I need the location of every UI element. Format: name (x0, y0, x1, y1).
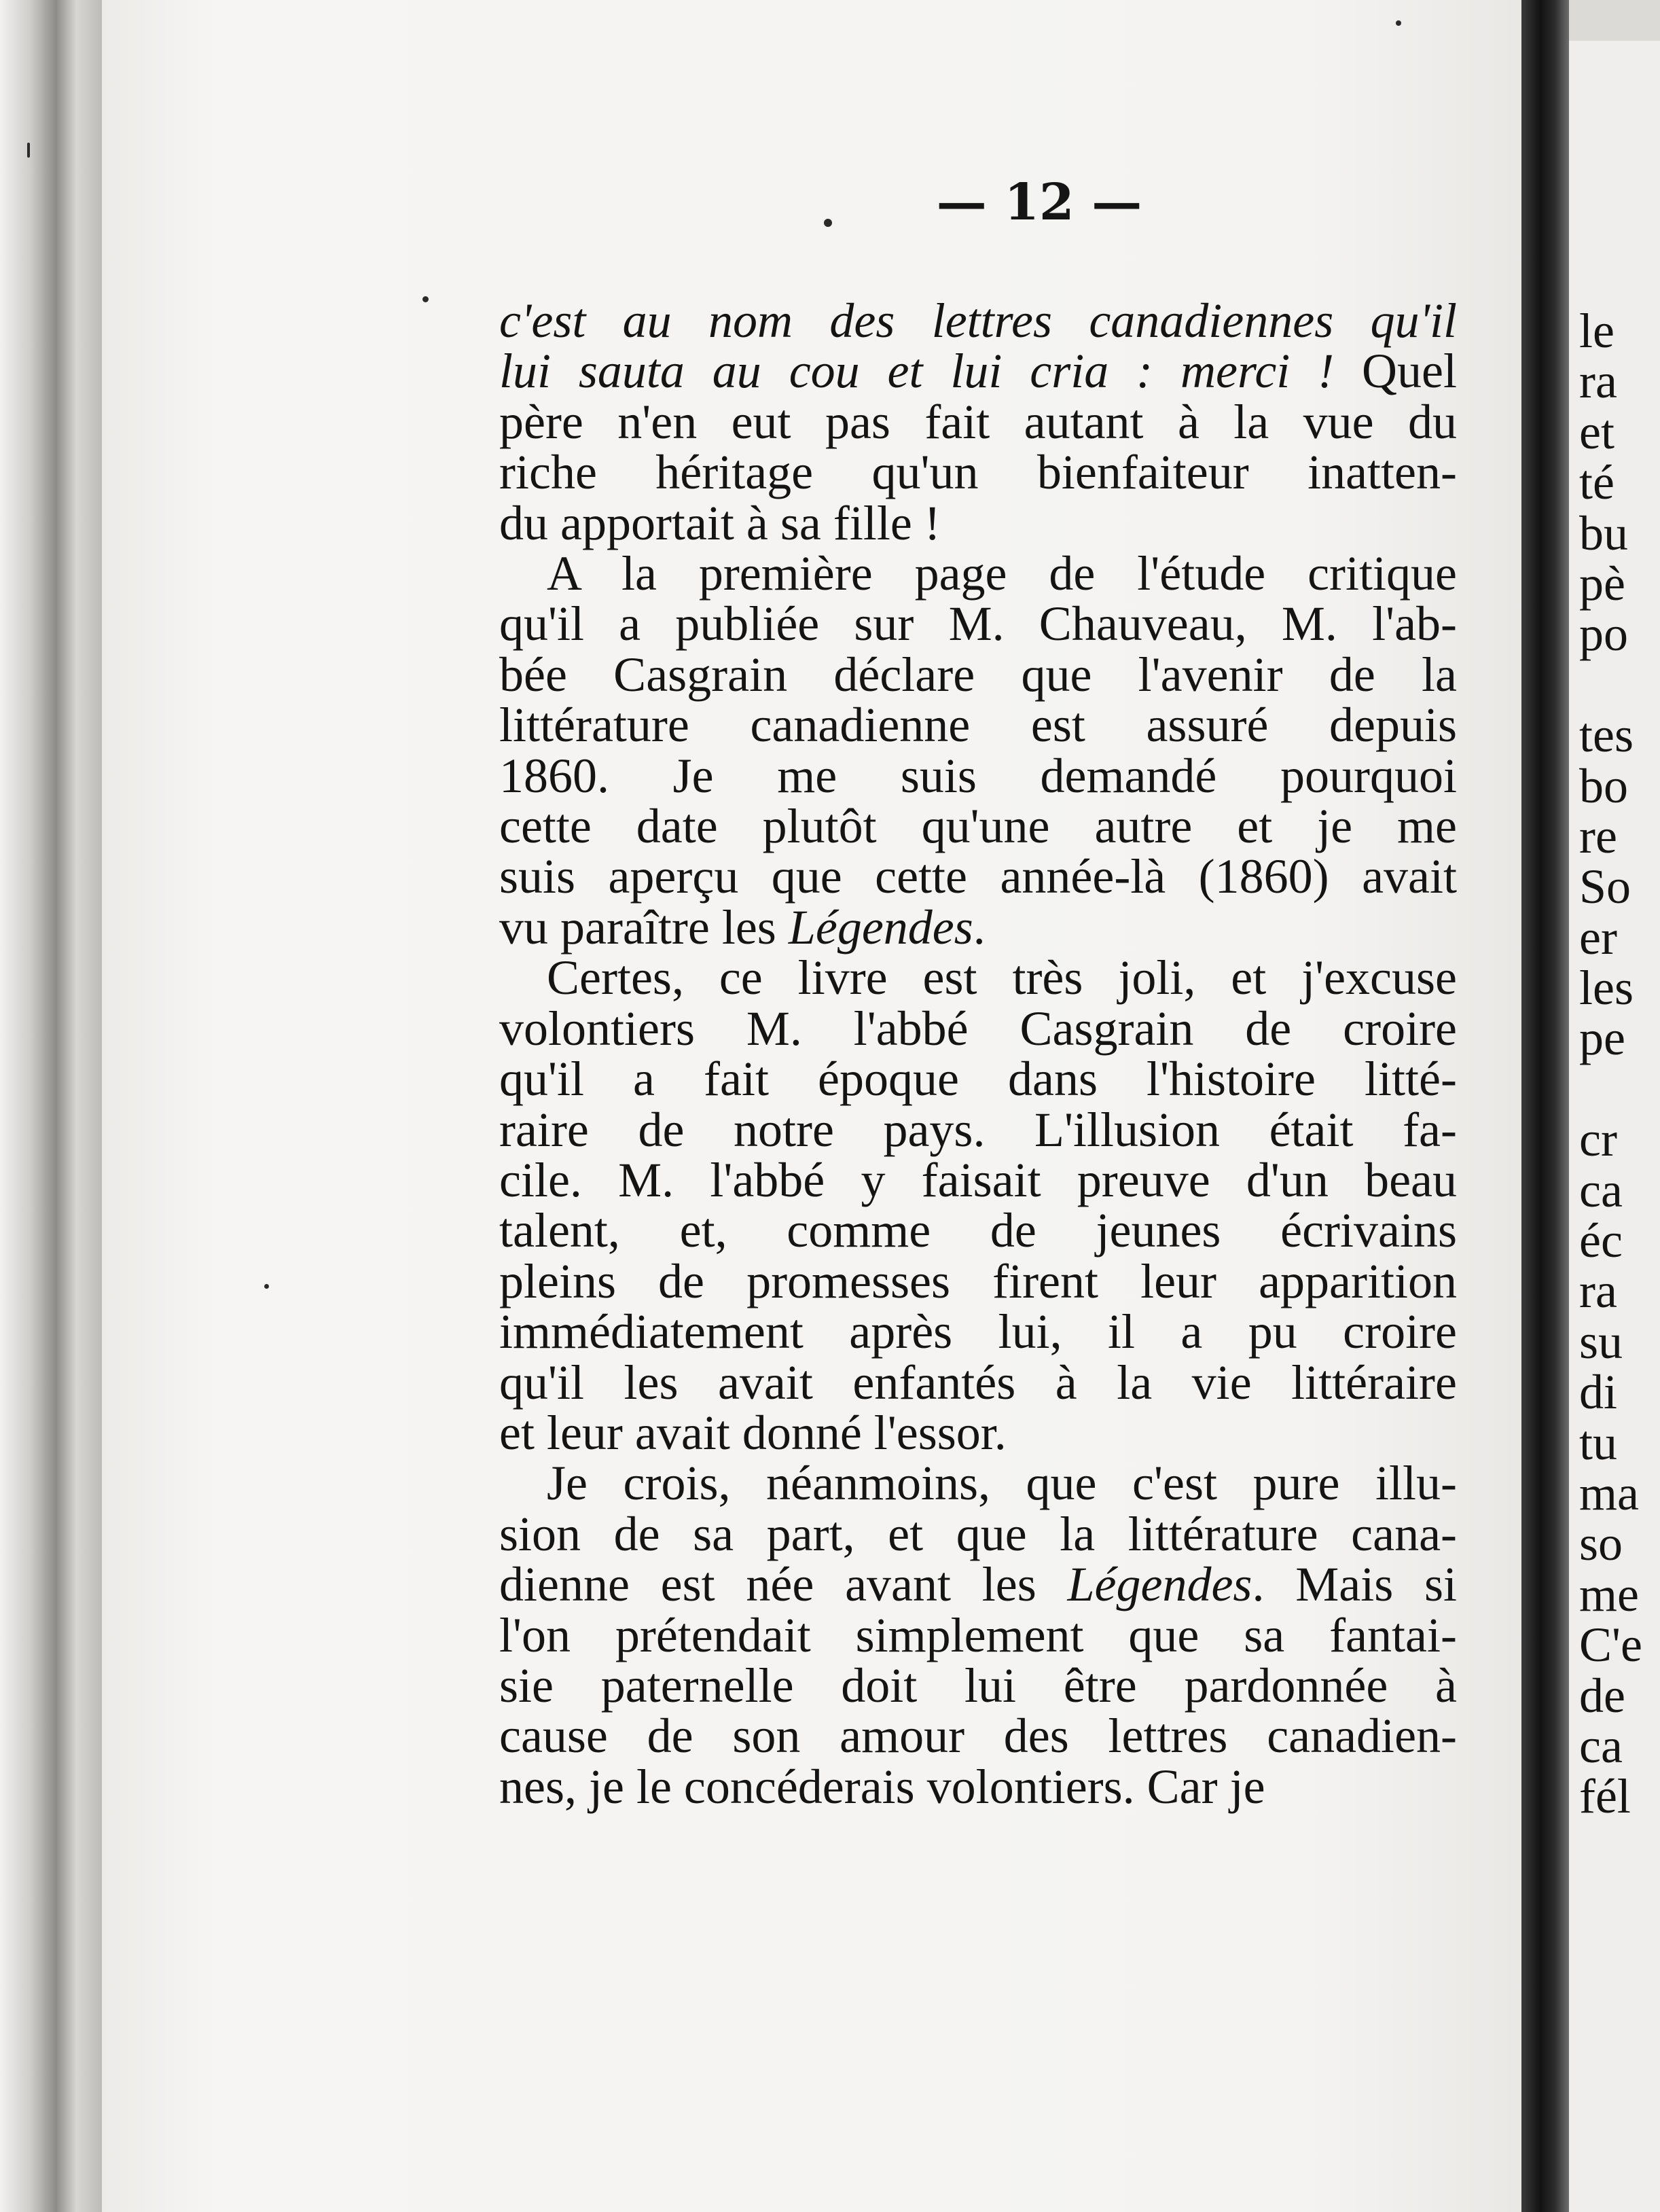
text-line (499, 1660, 1457, 1711)
scan-speck (1396, 20, 1401, 26)
right-page-line-fragment: té (1579, 455, 1614, 510)
text-line (499, 1152, 1457, 1207)
text-line (499, 851, 1457, 902)
text-line (499, 495, 1457, 550)
roman-text: l'on prétendait simplement que sa fantai- (499, 1607, 1457, 1662)
italic-text: Légendes (1067, 1557, 1252, 1612)
right-page-line-fragment: cr (1579, 1112, 1617, 1167)
right-page-line-fragment: bo (1579, 758, 1628, 813)
text-line (499, 1306, 1457, 1357)
text-line (499, 1102, 1457, 1157)
roman-text: talent, et, comme de jeunes écrivains (499, 1203, 1457, 1258)
text-line (499, 698, 1457, 753)
text-line (499, 596, 1457, 652)
right-page-line-fragment: éc (1579, 1213, 1623, 1268)
right-page-line-fragment: po (1579, 607, 1628, 662)
roman-text: vu paraître les (499, 899, 789, 955)
roman-text: pleins de promesses firent leur apparition (499, 1253, 1457, 1308)
text-line (499, 445, 1457, 500)
text-line (499, 1456, 1457, 1511)
right-page-line-fragment: su (1579, 1314, 1623, 1369)
italic-text: lui sauta au cou et lui cria : merci ! (499, 344, 1335, 399)
book-edge-left (0, 0, 102, 2212)
roman-text: nes, je le concéderais volontiers. Car je (499, 1759, 1265, 1814)
right-page-line-fragment: de (1579, 1668, 1625, 1723)
roman-text: sion de sa part, et que la littérature cana- (499, 1506, 1457, 1561)
right-page-line-fragment: C'e (1579, 1618, 1642, 1673)
right-page-line-fragment: di (1579, 1365, 1618, 1420)
right-page-line-fragment: er (1579, 910, 1617, 965)
right-page-line-fragment: pè (1579, 556, 1625, 611)
roman-text: cette date plutôt qu'une autre et je me (499, 799, 1457, 854)
roman-text: Je crois, néanmoins, que c'est pure illu- (547, 1456, 1457, 1511)
roman-text: sie paternelle doit lui être pardonnée à (499, 1658, 1457, 1713)
right-page-line-fragment: le (1579, 306, 1614, 358)
text-line (499, 1607, 1457, 1662)
right-page-line-fragment: tes (1579, 708, 1634, 763)
right-page-line-fragment: bu (1579, 505, 1628, 560)
italic-text: Légendes (788, 899, 973, 955)
right-page-line-fragment: So (1579, 859, 1631, 914)
right-page-line-fragment: tu (1579, 1415, 1618, 1470)
roman-text: 1860. Je me suis demandé pourquoi (499, 748, 1457, 803)
text-line (499, 748, 1457, 803)
text-line (499, 952, 1457, 1003)
roman-text: raire de notre pays. L'illusion était fa- (499, 1102, 1457, 1157)
page-body-text (499, 293, 1457, 1814)
text-line (499, 1506, 1457, 1561)
roman-text: qu'il les avait enfantés à la vie littéraire (499, 1355, 1457, 1410)
roman-text: . (973, 899, 986, 955)
right-page-line-fragment: ma (1579, 1465, 1639, 1520)
roman-text: immédiatement après lui, il a pu croire (499, 1304, 1457, 1359)
right-page-line-fragment: pe (1579, 1011, 1625, 1066)
roman-text: qu'il a publiée sur M. Chauveau, M. l'ab- (499, 596, 1457, 652)
text-line (499, 1709, 1457, 1764)
roman-text: suis aperçu que cette année-là (1860) avait (499, 849, 1457, 904)
page-number: — 12 — (936, 173, 1142, 232)
text-line (499, 394, 1457, 449)
right-page-line-fragment: les (1579, 961, 1634, 1016)
scan-speck (27, 143, 30, 158)
text-line (499, 344, 1457, 399)
roman-text: volontiers M. l'abbé Casgrain de croire (499, 1001, 1457, 1056)
text-line (499, 293, 1457, 348)
roman-text: cause de son amour des lettres canadien- (499, 1709, 1457, 1764)
roman-text: Certes, ce livre est très joli, et j'excuse (547, 950, 1457, 1005)
scan-speck (824, 219, 832, 227)
roman-text: littérature canadienne est assuré depuis (499, 698, 1457, 753)
roman-text: et leur avait donné l'essor. (499, 1405, 1007, 1460)
roman-text: dienne est née avant les (499, 1557, 1068, 1612)
text-line (499, 649, 1457, 700)
right-page-line-fragment: me (1579, 1567, 1639, 1622)
text-line (499, 1203, 1457, 1258)
text-line (499, 1759, 1457, 1814)
roman-text: A la première page de l'étude critique (547, 546, 1457, 601)
text-line (499, 899, 1457, 955)
right-page-line-fragment: fél (1579, 1769, 1631, 1822)
right-page-line-fragment: ca (1579, 1162, 1623, 1217)
text-line (499, 1405, 1457, 1460)
right-page-text-fragments (1579, 306, 1660, 1822)
roman-text: . Mais si (1252, 1557, 1457, 1612)
right-page-line-fragment: re (1579, 808, 1617, 863)
book-gutter (1521, 0, 1569, 2212)
text-line (499, 548, 1457, 599)
right-page-line-fragment: ra (1579, 354, 1617, 409)
right-page-line-fragment: et (1579, 404, 1614, 459)
roman-text: Quel (1334, 344, 1457, 399)
scan-speck (264, 1284, 269, 1289)
roman-text: père n'en eut pas fait autant à la vue du (499, 394, 1457, 449)
right-page-line-fragment: so (1579, 1516, 1623, 1571)
right-page-line-fragment (1579, 1064, 1660, 1114)
roman-text: bée Casgrain déclare que l'avenir de la (499, 647, 1457, 702)
text-line (499, 1052, 1457, 1107)
text-line (499, 799, 1457, 854)
roman-text: cile. M. l'abbé y faisait preuve d'un beau (499, 1152, 1457, 1207)
text-line (499, 1357, 1457, 1408)
right-page-line-fragment: ca (1579, 1718, 1623, 1773)
roman-text: riche héritage qu'un bienfaiteur inatten- (499, 445, 1457, 500)
text-line (499, 1253, 1457, 1308)
roman-text: qu'il a fait époque dans l'histoire litté- (499, 1052, 1457, 1107)
text-line (499, 1003, 1457, 1054)
right-page-line-fragment: ra (1579, 1264, 1617, 1319)
right-page-line-fragment (1579, 660, 1660, 710)
text-line (499, 1557, 1457, 1612)
italic-text: c'est au nom des lettres canadiennes qu'il (499, 293, 1457, 348)
roman-text: du apportait à sa fille ! (499, 495, 941, 550)
scan-speck (422, 296, 429, 302)
